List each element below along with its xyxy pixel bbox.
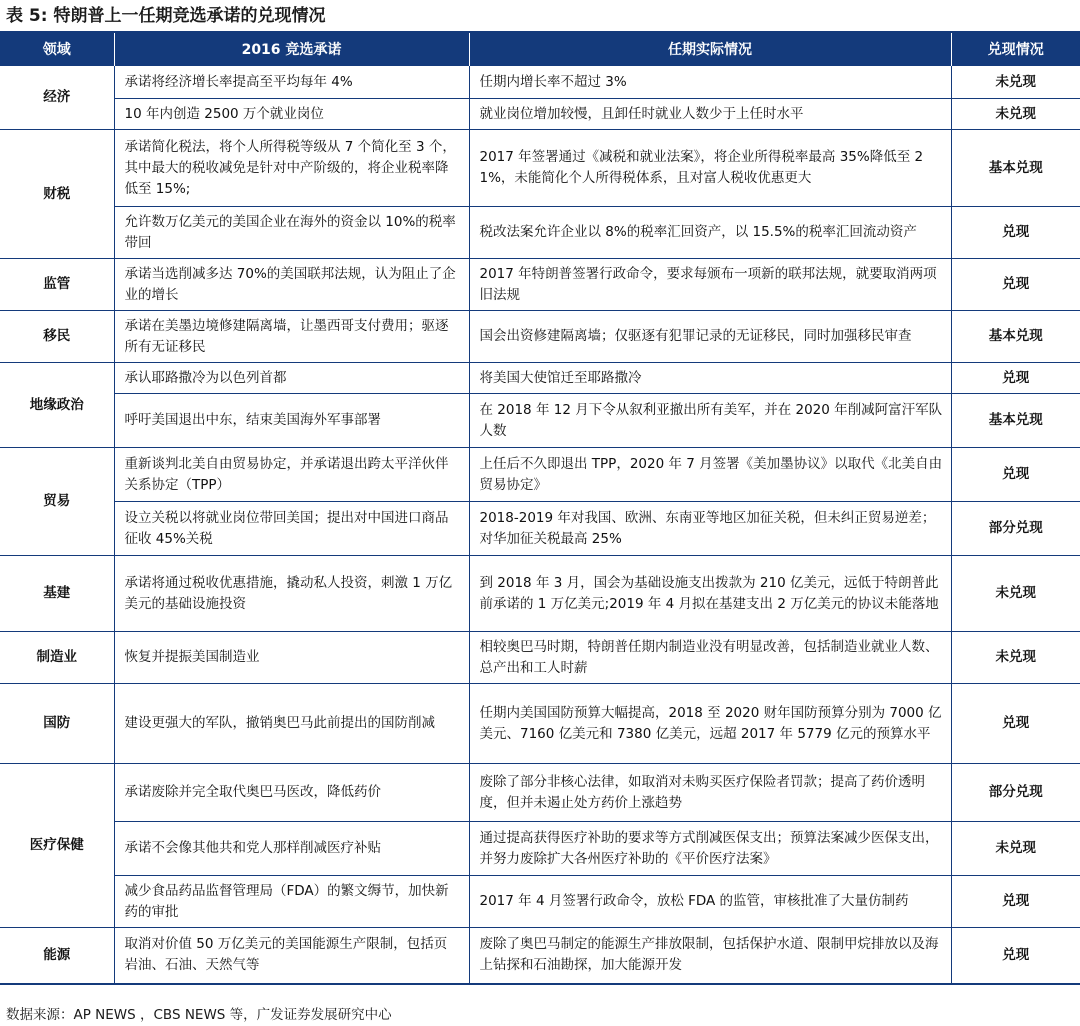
actual-cell: 将美国大使馆迁至耶路撒冷 (469, 363, 951, 394)
actual-cell: 在 2018 年 12 月下令从叙利亚撤出所有美军，并在 2020 年削减阿富汗军队人数 (469, 394, 951, 448)
table-row (0, 311, 1080, 363)
promise-cell: 10 年内创造 2500 万个就业岗位 (114, 99, 469, 130)
table-title: 表 5: 特朗普上一任期竞选承诺的兑现情况 (6, 6, 326, 26)
status-cell: 兑现 (951, 684, 1080, 764)
table-row (0, 684, 1080, 764)
table-row (0, 632, 1080, 684)
actual-cell: 2017 年 4 月签署行政命令，放松 FDA 的监管，审核批准了大量仿制药 (469, 876, 951, 928)
promise-cell: 允许数万亿美元的美国企业在海外的资金以 10%的税率带回 (114, 207, 469, 259)
status-cell: 部分兑现 (951, 502, 1080, 556)
promise-cell: 重新谈判北美自由贸易协定，并承诺退出跨太平洋伙伴关系协定（TPP） (114, 448, 469, 502)
promise-cell: 承诺不会像其他共和党人那样削减医疗补贴 (114, 822, 469, 876)
promises-table (0, 33, 1080, 985)
actual-cell: 废除了奥巴马制定的能源生产排放限制，包括保护水道、限制甲烷排放以及海上钻探和石油勘探，加大能源开发 (469, 928, 951, 984)
domain-cell: 监管 (0, 259, 114, 311)
domain-cell: 贸易 (0, 448, 114, 556)
status-cell: 基本兑现 (951, 394, 1080, 448)
promise-cell: 承诺在美墨边境修建隔离墙，让墨西哥支付费用；驱逐所有无证移民 (114, 311, 469, 363)
promise-cell: 减少食品药品监督管理局（FDA）的繁文缛节，加快新药的审批 (114, 876, 469, 928)
promise-cell: 承诺废除并完全取代奥巴马医改，降低药价 (114, 764, 469, 822)
promise-cell: 承认耶路撒冷为以色列首都 (114, 363, 469, 394)
domain-cell: 地缘政治 (0, 363, 114, 448)
status-cell: 基本兑现 (951, 130, 1080, 207)
status-cell: 未兑现 (951, 632, 1080, 684)
domain-cell: 经济 (0, 66, 114, 130)
domain-cell: 基建 (0, 556, 114, 632)
table-row (0, 556, 1080, 632)
header-actual: 任期实际情况 (469, 33, 951, 66)
data-source-note: 数据来源：AP NEWS ，CBS NEWS 等，广发证券发展研究中心 (6, 1007, 392, 1023)
promise-cell: 建设更强大的军队，撤销奥巴马此前提出的国防削减 (114, 684, 469, 764)
table-row (0, 130, 1080, 207)
promise-cell: 承诺将通过税收优惠措施，撬动私人投资，刺激 1 万亿美元的基础设施投资 (114, 556, 469, 632)
status-cell: 未兑现 (951, 556, 1080, 632)
table-row (0, 99, 1080, 130)
table-row (0, 876, 1080, 928)
promise-cell: 设立关税以将就业岗位带回美国；提出对中国进口商品征收 45%关税 (114, 502, 469, 556)
actual-cell: 废除了部分非核心法律，如取消对未购买医疗保险者罚款；提高了药价透明度，但并未遏止处方药价上涨趋势 (469, 764, 951, 822)
domain-cell: 财税 (0, 130, 114, 259)
actual-cell: 2017 年签署通过《减税和就业法案》，将企业所得税率最高 35%降低至 21%，未能简化个人所得税体系，且对富人税收优惠更大 (469, 130, 951, 207)
actual-cell: 相较奥巴马时期，特朗普任期内制造业没有明显改善，包括制造业就业人数、总产出和工人时薪 (469, 632, 951, 684)
status-cell: 未兑现 (951, 822, 1080, 876)
header-promise: 2016 竞选承诺 (114, 33, 469, 66)
status-cell: 未兑现 (951, 66, 1080, 99)
actual-cell: 国会出资修建隔离墙；仅驱逐有犯罪记录的无证移民，同时加强移民审查 (469, 311, 951, 363)
actual-cell: 到 2018 年 3 月，国会为基础设施支出拨款为 210 亿美元，远低于特朗普此前承诺的 1 万亿美元;2019 年 4 月拟在基建支出 2 万亿美元的协议未能落地 (469, 556, 951, 632)
promise-cell: 恢复并提振美国制造业 (114, 632, 469, 684)
domain-cell: 制造业 (0, 632, 114, 684)
actual-cell: 2017 年特朗普签署行政命令，要求每颁布一项新的联邦法规，就要取消两项旧法规 (469, 259, 951, 311)
actual-cell: 任期内美国国防预算大幅提高，2018 至 2020 财年国防预算分别为 7000 亿美元、7160 亿美元和 7380 亿美元，远超 2017 年 5779 亿元的预算水平 (469, 684, 951, 764)
promise-cell: 承诺将经济增长率提高至平均每年 4% (114, 66, 469, 99)
status-cell: 部分兑现 (951, 764, 1080, 822)
promise-cell: 承诺简化税法，将个人所得税等级从 7 个简化至 3 个，其中最大的税收减免是针对中产阶级的，将企业税率降低至 15%; (114, 130, 469, 207)
table-header-row (0, 33, 1080, 66)
table-row (0, 394, 1080, 448)
status-cell: 未兑现 (951, 99, 1080, 130)
header-status: 兑现情况 (951, 33, 1080, 66)
table-row (0, 822, 1080, 876)
actual-cell: 上任后不久即退出 TPP，2020 年 7 月签署《美加墨协议》以取代《北美自由贸易协定》 (469, 448, 951, 502)
status-cell: 兑现 (951, 928, 1080, 984)
status-cell: 基本兑现 (951, 311, 1080, 363)
table-row (0, 448, 1080, 502)
table-row (0, 259, 1080, 311)
header-domain: 领域 (0, 33, 114, 66)
domain-cell: 移民 (0, 311, 114, 363)
actual-cell: 2018-2019 年对我国、欧洲、东南亚等地区加征关税，但未纠正贸易逆差；对华加征关税最高 25% (469, 502, 951, 556)
status-cell: 兑现 (951, 207, 1080, 259)
domain-cell: 医疗保健 (0, 764, 114, 928)
table-row (0, 928, 1080, 984)
actual-cell: 就业岗位增加较慢，且卸任时就业人数少于上任时水平 (469, 99, 951, 130)
table-row (0, 502, 1080, 556)
domain-cell: 国防 (0, 684, 114, 764)
table-row (0, 363, 1080, 394)
promise-cell: 承诺当选削减多达 70%的美国联邦法规，认为阻止了企业的增长 (114, 259, 469, 311)
status-cell: 兑现 (951, 363, 1080, 394)
status-cell: 兑现 (951, 259, 1080, 311)
table-row (0, 66, 1080, 99)
actual-cell: 任期内增长率不超过 3% (469, 66, 951, 99)
table-row (0, 764, 1080, 822)
actual-cell: 通过提高获得医疗补助的要求等方式削减医保支出；预算法案减少医保支出，并努力废除扩大各州医疗补助的《平价医疗法案》 (469, 822, 951, 876)
domain-cell: 能源 (0, 928, 114, 984)
promise-cell: 呼吁美国退出中东，结束美国海外军事部署 (114, 394, 469, 448)
promise-cell: 取消对价值 50 万亿美元的美国能源生产限制，包括页岩油、石油、天然气等 (114, 928, 469, 984)
actual-cell: 税改法案允许企业以 8%的税率汇回资产，以 15.5%的税率汇回流动资产 (469, 207, 951, 259)
status-cell: 兑现 (951, 448, 1080, 502)
table-row (0, 207, 1080, 259)
status-cell: 兑现 (951, 876, 1080, 928)
